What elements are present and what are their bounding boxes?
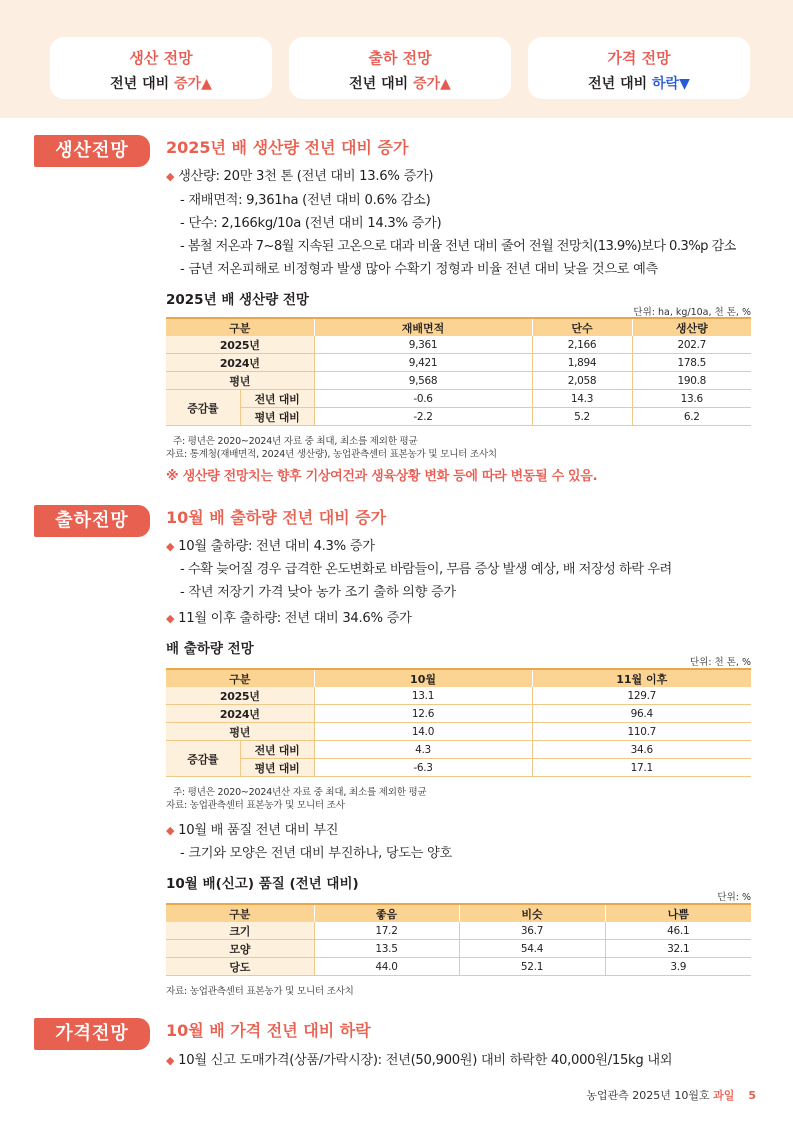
page-footer: 농업관측 2025년 10월호 과일 5 (586, 1089, 756, 1102)
table-row: 2025년 13.1 129.7 (166, 687, 751, 705)
table-header: 재배면적 (314, 318, 532, 336)
price-bullet: ◆ 10월 신고 도매가격(상품/가락시장): 전년(50,900원) 대비 하락한 40,000원/15kg 내외 (166, 1053, 673, 1068)
section-title-shipment: 10월 배 출하량 전년 대비 증가 (166, 508, 387, 527)
diamond-bullet-icon: ◆ (166, 540, 175, 553)
table-header: 구분 (166, 669, 314, 687)
table-row: 크기 17.2 36.7 46.1 (166, 922, 751, 940)
diamond-bullet-icon: ◆ (166, 612, 175, 625)
shipment-source: 자료: 농업관측센터 표본농가 및 모니터 조사 (166, 800, 345, 811)
shipment-bullet: ◆ 11월 이후 출하량: 전년 대비 34.6% 증가 (166, 611, 412, 626)
summary-status: 전년 대비 증가▲ (349, 76, 451, 92)
section-label-production: 생산전망 (34, 135, 150, 167)
table-header: 구분 (166, 904, 314, 922)
quality-table (166, 903, 751, 976)
quality-source: 자료: 농업관측센터 표본농가 및 모니터 조사치 (166, 986, 354, 997)
table-row: 증감률 전년 대비 -0.6 14.3 13.6 (166, 390, 751, 408)
table-row: 평년 대비 -2.2 5.2 6.2 (166, 408, 751, 426)
table-row: 2024년 9,421 1,894 178.5 (166, 354, 751, 372)
section-title-price: 10월 배 가격 전년 대비 하락 (166, 1021, 371, 1040)
table-header: 생산량 (632, 318, 751, 336)
section-label-price: 가격전망 (34, 1018, 150, 1050)
table-header: 나쁨 (605, 904, 751, 922)
section-label-shipment: 출하전망 (34, 505, 150, 537)
diamond-bullet-icon: ◆ (166, 170, 175, 183)
table-header: 좋음 (314, 904, 459, 922)
table-row: 평년 14.0 110.7 (166, 723, 751, 741)
table-row: 2025년 9,361 2,166 202.7 (166, 336, 751, 354)
page-number: 5 (748, 1089, 756, 1102)
summary-title: 출하 전망 (368, 49, 432, 67)
summary-card-shipment (289, 37, 511, 99)
production-table (166, 317, 751, 426)
table-header: 단수 (532, 318, 632, 336)
up-arrow-icon: ▲ (440, 76, 451, 92)
shipment-table-title: 배 출하량 전망 (166, 641, 254, 657)
production-source: 자료: 통계청(재배면적, 2024년 생산량), 농업관측센터 표본농가 및 모니터 조사치 (166, 449, 497, 460)
production-warning: ※ 생산량 전망치는 향후 기상여건과 생육상황 변화 등에 따라 변동될 수 있음. (166, 469, 598, 484)
table-header: 11월 이후 (532, 669, 751, 687)
diamond-bullet-icon: ◆ (166, 1054, 175, 1067)
summary-status: 전년 대비 하락▼ (588, 76, 690, 92)
table-row: 증감률 전년 대비 4.3 34.6 (166, 741, 751, 759)
production-line: - 재배면적: 9,361ha (전년 대비 0.6% 감소) (180, 193, 431, 208)
shipment-note: 주: 평년은 2020~2024년산 자료 중 최대, 최소를 제외한 평균 (173, 787, 427, 798)
production-bullet: ◆ 생산량: 20만 3천 톤 (전년 대비 13.6% 증가) (166, 169, 434, 184)
summary-card-production (50, 37, 272, 99)
down-arrow-icon: ▼ (679, 76, 690, 92)
table-header: 10월 (314, 669, 532, 687)
production-line: - 금년 저온피해로 비정형과 발생 많아 수확기 정형과 비율 전년 대비 낮을 것으로 예측 (180, 262, 658, 277)
table-row: 당도 44.0 52.1 3.9 (166, 958, 751, 976)
up-arrow-icon: ▲ (201, 76, 212, 92)
table-row: 2024년 12.6 96.4 (166, 705, 751, 723)
production-line: - 단수: 2,166kg/10a (전년 대비 14.3% 증가) (180, 216, 442, 231)
quality-table-title: 10월 배(신고) 품질 (전년 대비) (166, 876, 359, 892)
summary-title: 가격 전망 (607, 49, 671, 67)
summary-status: 전년 대비 증가▲ (110, 76, 212, 92)
quality-table-unit: 단위: % (717, 892, 751, 903)
diamond-bullet-icon: ◆ (166, 824, 175, 837)
table-header: 비슷 (459, 904, 605, 922)
shipment-line: - 수확 늦어질 경우 급격한 온도변화로 바람들이, 무름 증상 발생 예상, 배 저장성 하락 우려 (180, 562, 672, 577)
shipment-table (166, 668, 751, 777)
production-table-unit: 단위: ha, kg/10a, 천 톤, % (633, 307, 751, 318)
table-row: 모양 13.5 54.4 32.1 (166, 940, 751, 958)
production-line: - 봄철 저온과 7~8월 지속된 고온으로 대과 비율 전년 대비 줄어 전월 전망치(13.9%)보다 0.3%p 감소 (180, 239, 736, 254)
table-row: 평년 9,568 2,058 190.8 (166, 372, 751, 390)
table-row: 평년 대비 -6.3 17.1 (166, 759, 751, 777)
production-note: 주: 평년은 2020~2024년 자료 중 최대, 최소를 제외한 평균 (173, 436, 418, 447)
quality-bullet: ◆ 10월 배 품질 전년 대비 부진 (166, 823, 339, 838)
summary-title: 생산 전망 (129, 49, 193, 67)
summary-card-price (528, 37, 750, 99)
section-title-production: 2025년 배 생산량 전년 대비 증가 (166, 138, 409, 157)
shipment-bullet: ◆ 10월 출하량: 전년 대비 4.3% 증가 (166, 539, 375, 554)
production-table-title: 2025년 배 생산량 전망 (166, 292, 309, 308)
table-header: 구분 (166, 318, 314, 336)
shipment-line: - 작년 저장기 가격 낮아 농가 조기 출하 의향 증가 (180, 585, 456, 600)
shipment-table-unit: 단위: 천 톤, % (689, 657, 751, 668)
quality-line: - 크기와 모양은 전년 대비 부진하나, 당도는 양호 (180, 846, 452, 861)
